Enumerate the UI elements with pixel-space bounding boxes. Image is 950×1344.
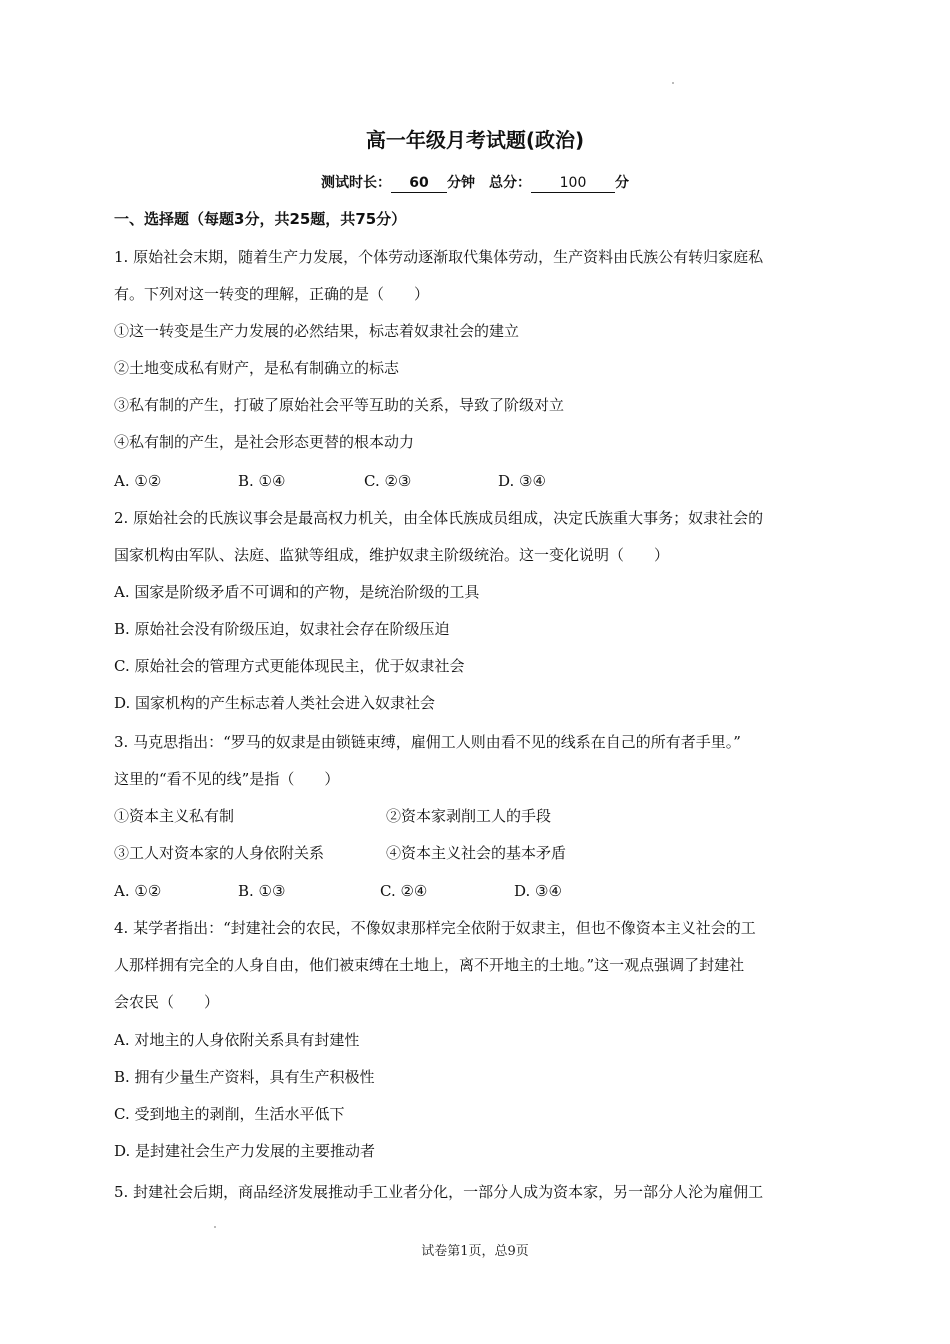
q3-options	[114, 880, 562, 902]
q1-item: ④私有制的产生，是社会形态更替的根本动力	[114, 433, 415, 451]
q3-option-c[interactable]: C. ②④	[380, 882, 428, 900]
q2-option-a[interactable]: A. 国家是阶级矛盾不可调和的产物，是统治阶级的工具	[114, 583, 480, 601]
q4-option-a[interactable]: A. 对地主的人身依附关系具有封建性	[114, 1031, 360, 1049]
q1-item: ②土地变成私有财产，是私有制确立的标志	[114, 359, 400, 377]
q3-item: ②资本家剥削工人的手段	[386, 807, 552, 825]
q2-option-d[interactable]: D. 国家机构的产生标志着人类社会进入奴隶社会	[114, 694, 436, 712]
q2-option-c[interactable]: C. 原始社会的管理方式更能体现民主，优于奴隶社会	[114, 657, 465, 675]
q5-stem-line1: 5. 封建社会后期，商品经济发展推动手工业者分化，一部分人成为资本家，另一部分人沦为雇佣工	[114, 1183, 764, 1201]
q1-option-b[interactable]: B. ①④	[238, 472, 286, 490]
exam-title: 高一年级月考试题(政治)	[365, 128, 585, 152]
q1-stem-line2: 有。下列对这一转变的理解，正确的是（ ）	[114, 285, 430, 303]
total-unit: 分	[615, 175, 629, 191]
q2-stem-line1: 2. 原始社会的氏族议事会是最高权力机关，由全体氏族成员组成，决定氏族重大事务；奴隶社会的	[114, 509, 764, 527]
q4-option-b[interactable]: B. 拥有少量生产资料，具有生产积极性	[114, 1068, 375, 1086]
q3-item: ④资本主义社会的基本矛盾	[386, 844, 567, 862]
q3-items-row2	[114, 842, 566, 864]
q2-stem-line2: 国家机构由军队、法庭、监狱等组成，维护奴隶主阶级统治。这一变化说明（ ）	[114, 546, 670, 564]
page-footer: 试卷第1页，总9页	[421, 1244, 529, 1259]
q3-option-d[interactable]: D. ③④	[514, 882, 562, 900]
duration-unit: 分钟	[447, 175, 475, 191]
total-label: 总分：	[489, 175, 531, 191]
q3-option-b[interactable]: B. ①③	[238, 882, 286, 900]
q1-options	[114, 470, 546, 492]
q3-item: ①资本主义私有制	[114, 807, 235, 825]
q4-stem-line1: 4. 某学者指出：“封建社会的农民，不像奴隶那样完全依附于奴隶主，但也不像资本主义社会的工	[114, 919, 756, 937]
q1-option-a[interactable]: A. ①②	[114, 472, 162, 490]
duration-value: 60	[391, 174, 447, 193]
q4-stem-line2: 人那样拥有完全的人身自由，他们被束缚在土地上，离不开地主的土地。”这一观点强调了封建社	[114, 956, 745, 974]
q1-option-d[interactable]: D. ③④	[498, 472, 546, 490]
q1-option-c[interactable]: C. ②③	[364, 472, 412, 490]
q3-item: ③工人对资本家的人身依附关系	[114, 844, 325, 862]
q1-stem-line1: 1. 原始社会末期，随着生产力发展，个体劳动逐渐取代集体劳动，生产资料由氏族公有转归家庭私	[114, 248, 764, 266]
q4-stem-line3: 会农民（ ）	[114, 993, 220, 1011]
scan-speck	[214, 1226, 216, 1228]
q4-option-d[interactable]: D. 是封建社会生产力发展的主要推动者	[114, 1142, 376, 1160]
q3-items-row1	[114, 805, 551, 827]
section-heading: 一、选择题（每题3分，共25题，共75分）	[114, 210, 407, 228]
exam-meta	[0, 172, 950, 193]
q4-option-c[interactable]: C. 受到地主的剥削，生活水平低下	[114, 1105, 345, 1123]
q3-option-a[interactable]: A. ①②	[114, 882, 162, 900]
q3-stem-line2: 这里的“看不见的线”是指（ ）	[114, 770, 340, 788]
q1-item: ①这一转变是生产力发展的必然结果，标志着奴隶社会的建立	[114, 322, 520, 340]
q2-option-b[interactable]: B. 原始社会没有阶级压迫，奴隶社会存在阶级压迫	[114, 620, 450, 638]
duration-label: 测试时长：	[321, 175, 391, 191]
q1-item: ③私有制的产生，打破了原始社会平等互助的关系，导致了阶级对立	[114, 396, 565, 414]
total-value: 100	[531, 174, 615, 193]
scan-speck	[672, 82, 674, 84]
q3-stem-line1: 3. 马克思指出：“罗马的奴隶是由锁链束缚，雇佣工人则由看不见的线系在自己的所有者手里。”	[114, 733, 741, 751]
